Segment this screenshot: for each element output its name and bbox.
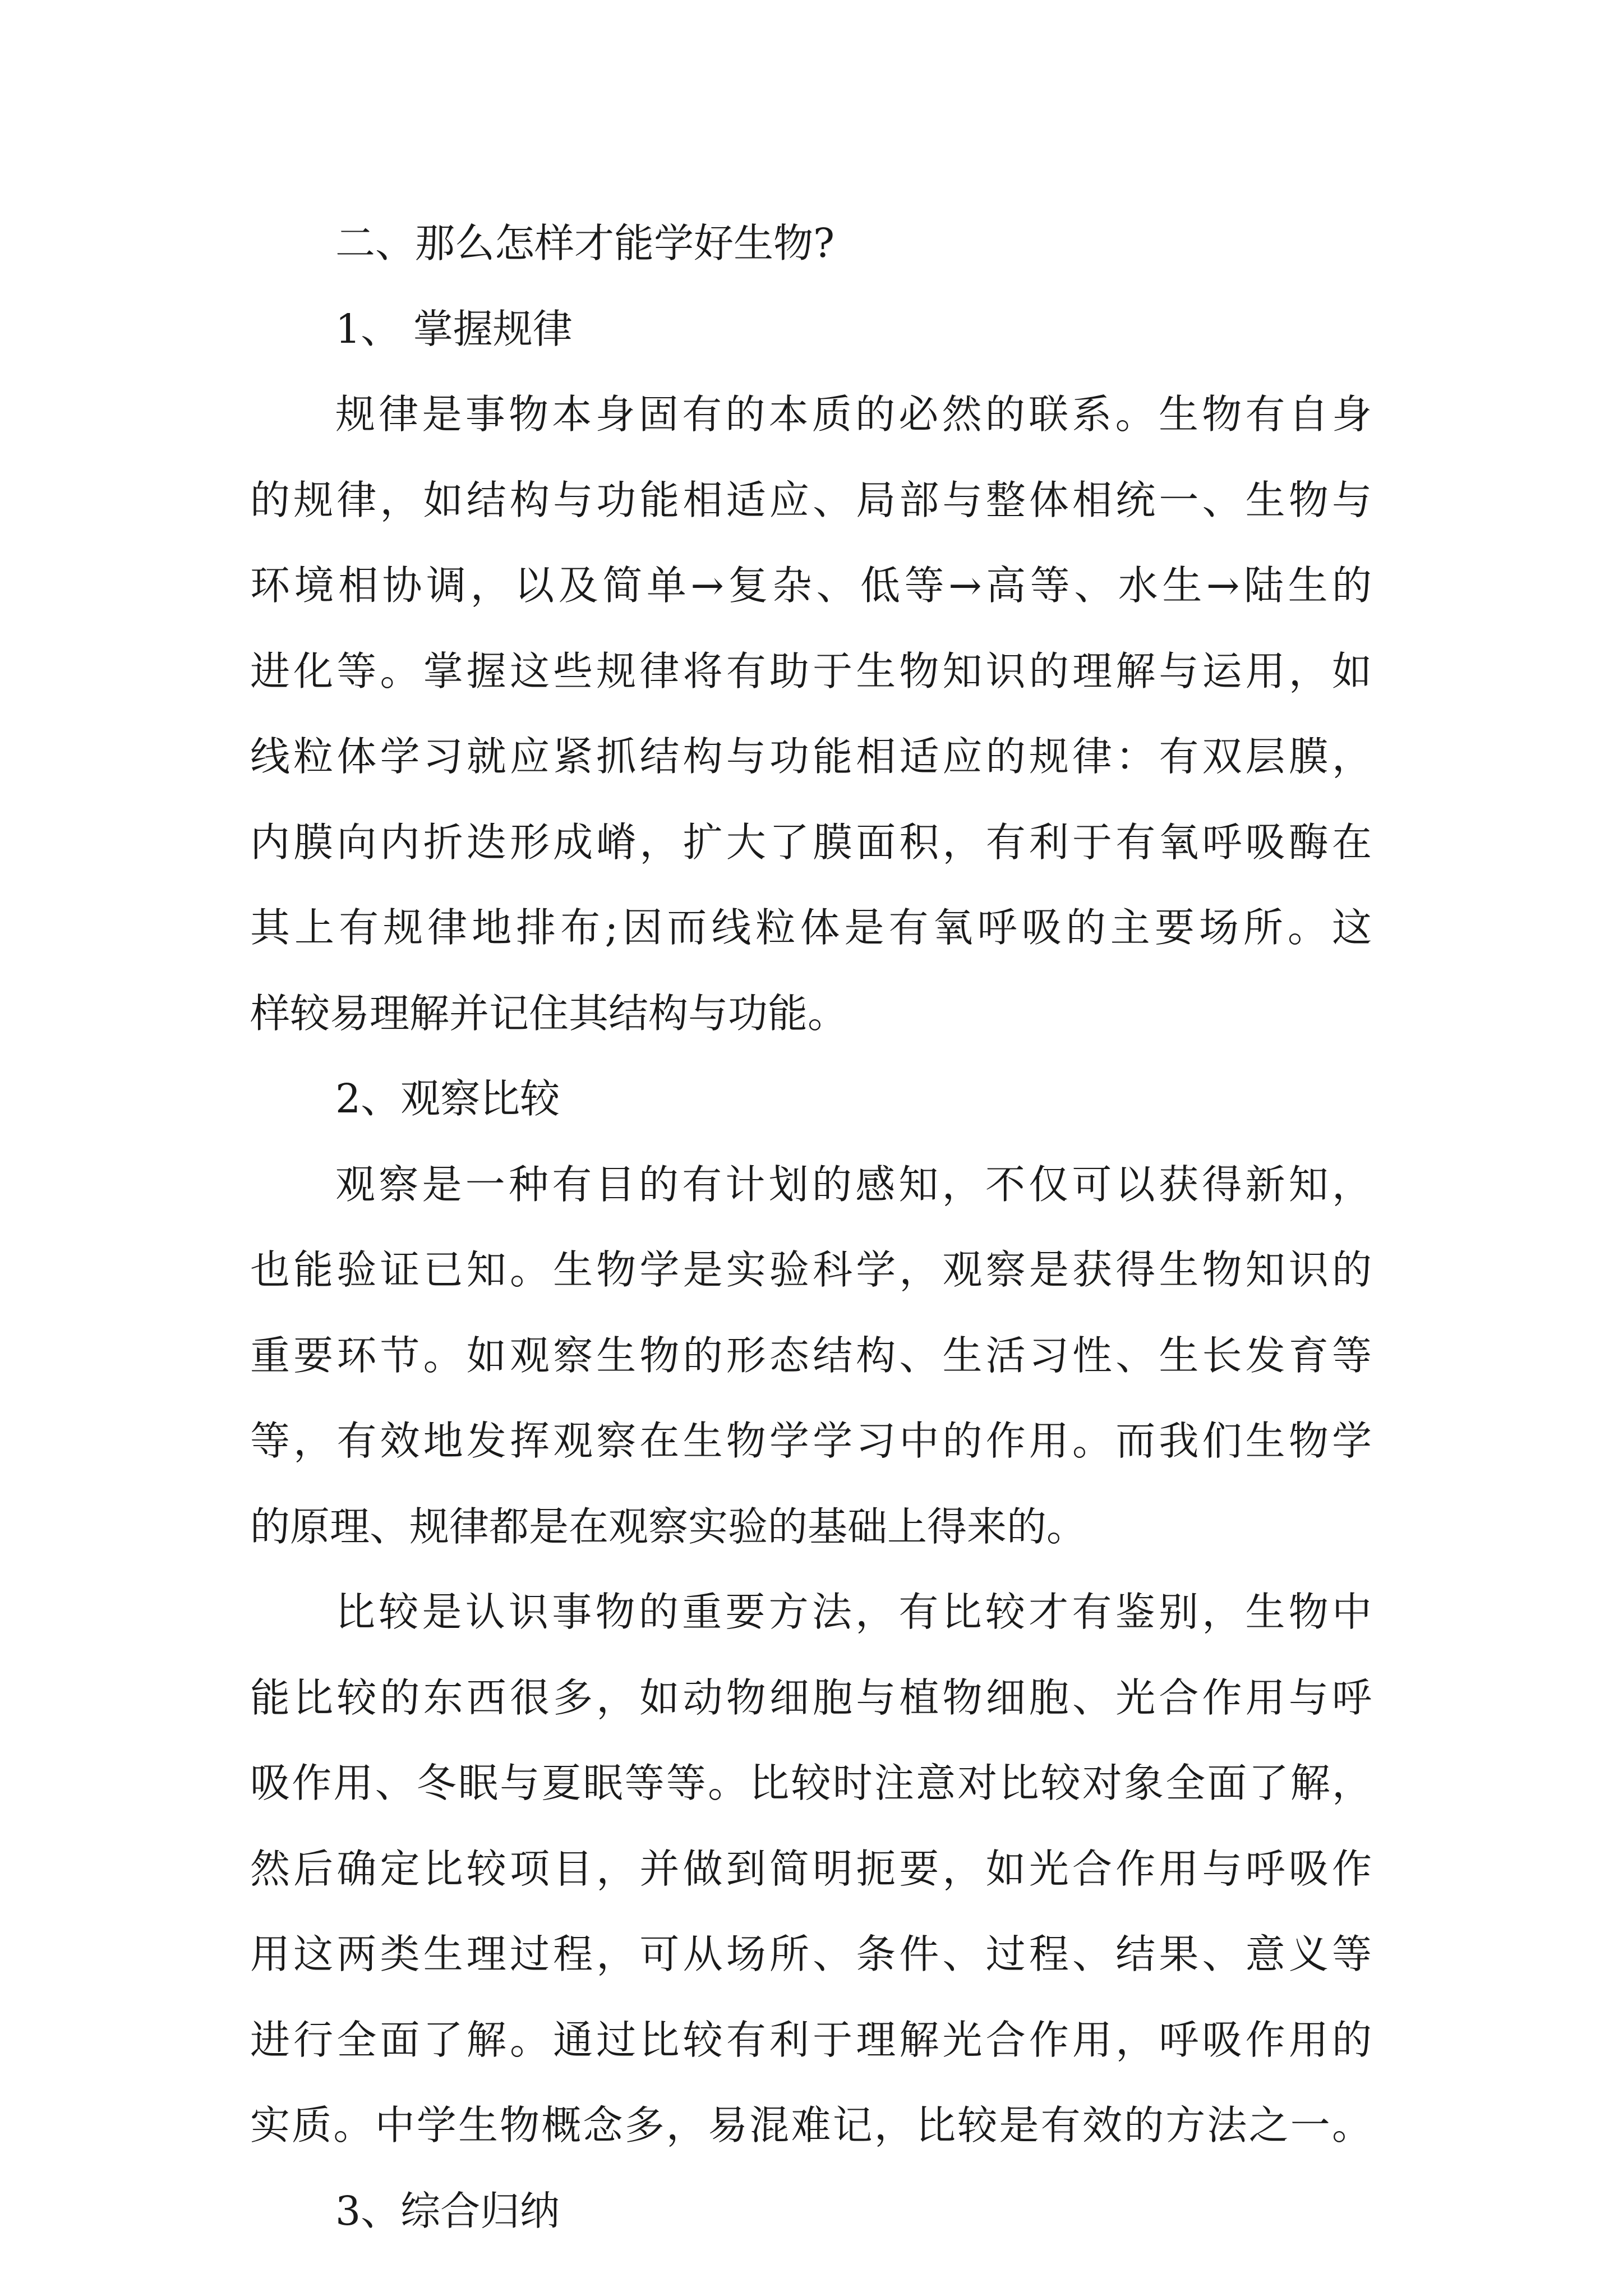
subsection-title-2: 2、观察比较 <box>335 1075 560 1122</box>
paragraph-comparison <box>250 1570 1372 2169</box>
paragraph-line: 也能验证已知。生物学是实验科学，观察是获得生物知识的 <box>250 1246 1372 1293</box>
paragraph-line: 样较易理解并记住其结构与功能。 <box>250 990 848 1037</box>
paragraph-line: 的规律，如结构与功能相适应、局部与整体相统一、生物与 <box>250 476 1372 523</box>
subsection-title-3: 3、综合归纳 <box>335 2187 560 2234</box>
paragraph-line: 等，有效地发挥观察在生物学学习中的作用。而我们生物学 <box>250 1418 1372 1464</box>
paragraph-line: 用这两类生理过程，可从场所、条件、过程、结果、意义等 <box>250 1931 1372 1977</box>
paragraph-line: 实质。中学生物概念多，易混难记，比较是有效的方法之一。 <box>250 2102 1372 2148</box>
subsection-title-1: 1、 掌握规律 <box>335 305 573 352</box>
paragraph-line: 内膜向内折迭形成嵴，扩大了膜面积，有利于有氧呼吸酶在 <box>250 818 1372 866</box>
paragraph-line: 线粒体学习就应紧抓结构与功能相适应的规律：有双层膜， <box>250 733 1372 780</box>
paragraph-line: 能比较的东西很多，如动物细胞与植物细胞、光合作用与呼 <box>250 1674 1372 1721</box>
paragraph-line: 规律是事物本身固有的本质的必然的联系。生物有自身 <box>335 391 1372 438</box>
paragraph-line: 比较是认识事物的重要方法，有比较才有鉴别，生物中 <box>335 1589 1372 1635</box>
paragraph-line: 观察是一种有目的有计划的感知，不仅可以获得新知， <box>335 1161 1372 1208</box>
paragraph-line: 的原理、规律都是在观察实验的基础上得来的。 <box>250 1503 1087 1550</box>
paragraph-line: 其上有规律地排布;因而线粒体是有氧呼吸的主要场所。这 <box>250 904 1372 951</box>
paragraph-laws <box>250 372 1372 1056</box>
paragraph-line: 进行全面了解。通过比较有利于理解光合作用，呼吸作用的 <box>250 2016 1372 2063</box>
paragraph-line: 重要环节。如观察生物的形态结构、生活习性、生长发育等 <box>250 1332 1372 1379</box>
paragraph-line: 然后确定比较项目，并做到简明扼要，如光合作用与呼吸作 <box>250 1845 1372 1892</box>
paragraph-line: 进化等。掌握这些规律将有助于生物知识的理解与运用，如 <box>250 647 1372 694</box>
section-heading: 二、那么怎样才能学好生物? <box>335 220 835 266</box>
paragraph-line: 吸作用、冬眠与夏眠等等。比较时注意对比较对象全面了解， <box>250 1760 1372 1806</box>
document-body <box>250 201 1372 2254</box>
paragraph-line: 环境相协调，以及简单→复杂、低等→高等、水生→陆生的 <box>250 562 1372 609</box>
paragraph-observation <box>250 1142 1372 1570</box>
